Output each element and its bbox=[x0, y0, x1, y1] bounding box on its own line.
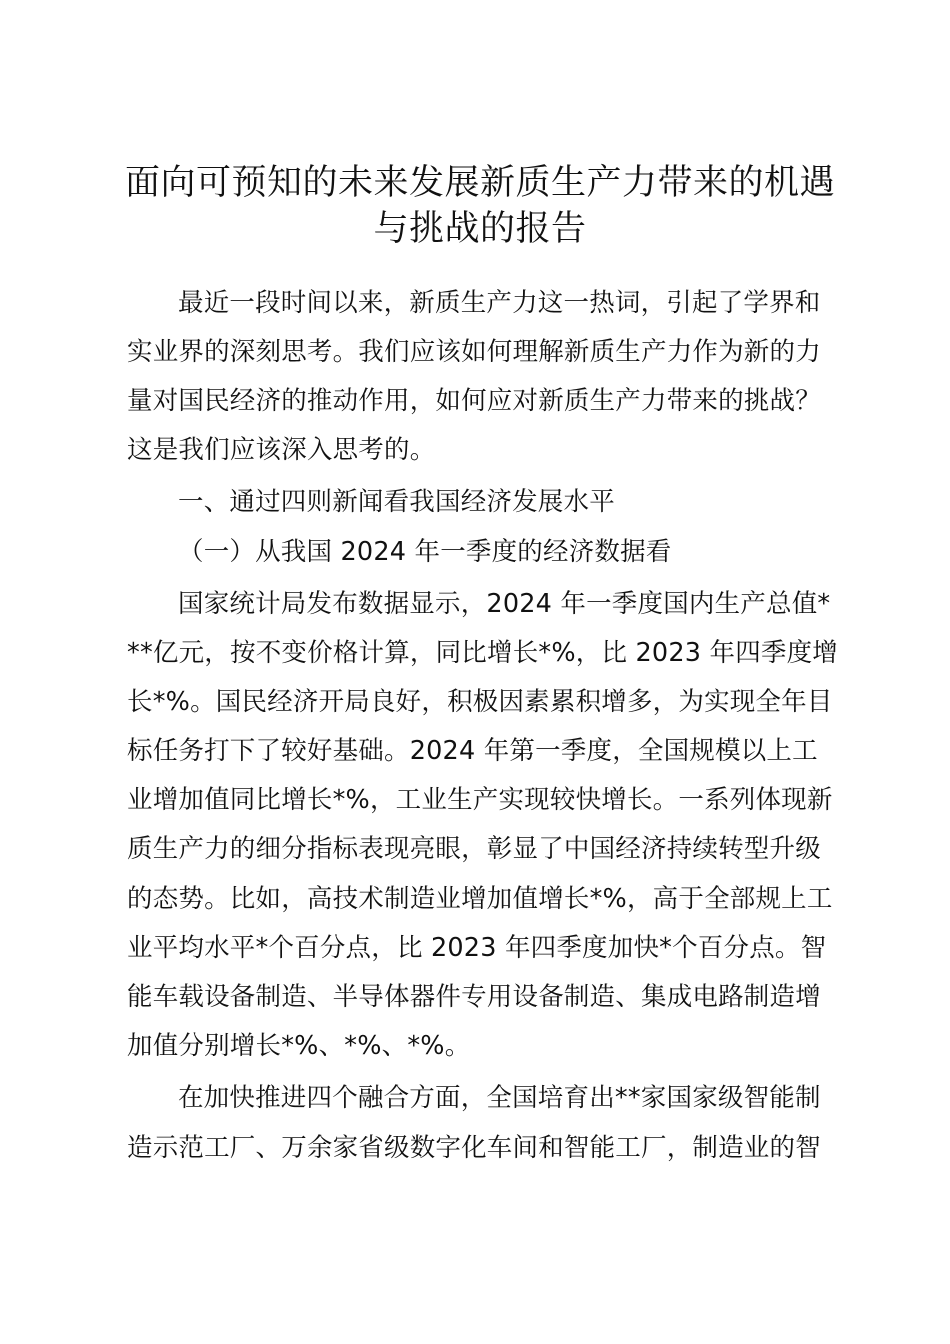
paragraph-line: 业平均水平*个百分点，比 2023 年四季度加快*个百分点。智 bbox=[127, 933, 827, 963]
paragraph-line: **亿元，按不变价格计算，同比增长*%，比 2023 年四季度增 bbox=[127, 638, 838, 668]
paragraph-line: 长*%。国民经济开局良好，积极因素累积增多，为实现全年目 bbox=[127, 687, 833, 717]
section-heading: 一、通过四则新闻看我国经济发展水平 bbox=[178, 487, 615, 517]
paragraph-line: 量对国民经济的推动作用，如何应对新质生产力带来的挑战？ bbox=[127, 386, 821, 416]
paragraph-line: 加值分别增长*%、*%、*%。 bbox=[127, 1031, 471, 1061]
paragraph-line: 在加快推进四个融合方面，全国培育出**家国家级智能制 bbox=[178, 1083, 821, 1113]
paragraph-line: 最近一段时间以来，新质生产力这一热词，引起了学界和 bbox=[178, 288, 821, 318]
paragraph-line: 能车载设备制造、半导体器件专用设备制造、集成电路制造增 bbox=[127, 982, 821, 1012]
paragraph-line: 质生产力的细分指标表现亮眼，彰显了中国经济持续转型升级 bbox=[127, 834, 821, 864]
paragraph-line: 实业界的深刻思考。我们应该如何理解新质生产力作为新的力 bbox=[127, 337, 821, 367]
paragraph-line: 的态势。比如，高技术制造业增加值增长*%，高于全部规上工 bbox=[127, 884, 833, 914]
paragraph-line: 标任务打下了较好基础。2024 年第一季度，全国规模以上工 bbox=[127, 736, 818, 766]
paragraph-line: 这是我们应该深入思考的。 bbox=[127, 435, 436, 465]
paragraph-line: 国家统计局发布数据显示，2024 年一季度国内生产总值* bbox=[178, 589, 831, 619]
paragraph-line: 造示范工厂、万余家省级数字化车间和智能工厂，制造业的智 bbox=[127, 1133, 821, 1163]
document-title bbox=[120, 160, 840, 252]
subsection-heading: （一）从我国 2024 年一季度的经济数据看 bbox=[178, 537, 672, 567]
title-line: 面向可预知的未来发展新质生产力带来的机遇 bbox=[124, 163, 835, 203]
title-line: 与挑战的报告 bbox=[373, 209, 587, 249]
paragraph-line: 业增加值同比增长*%，工业生产实现较快增长。一系列体现新 bbox=[127, 785, 833, 815]
